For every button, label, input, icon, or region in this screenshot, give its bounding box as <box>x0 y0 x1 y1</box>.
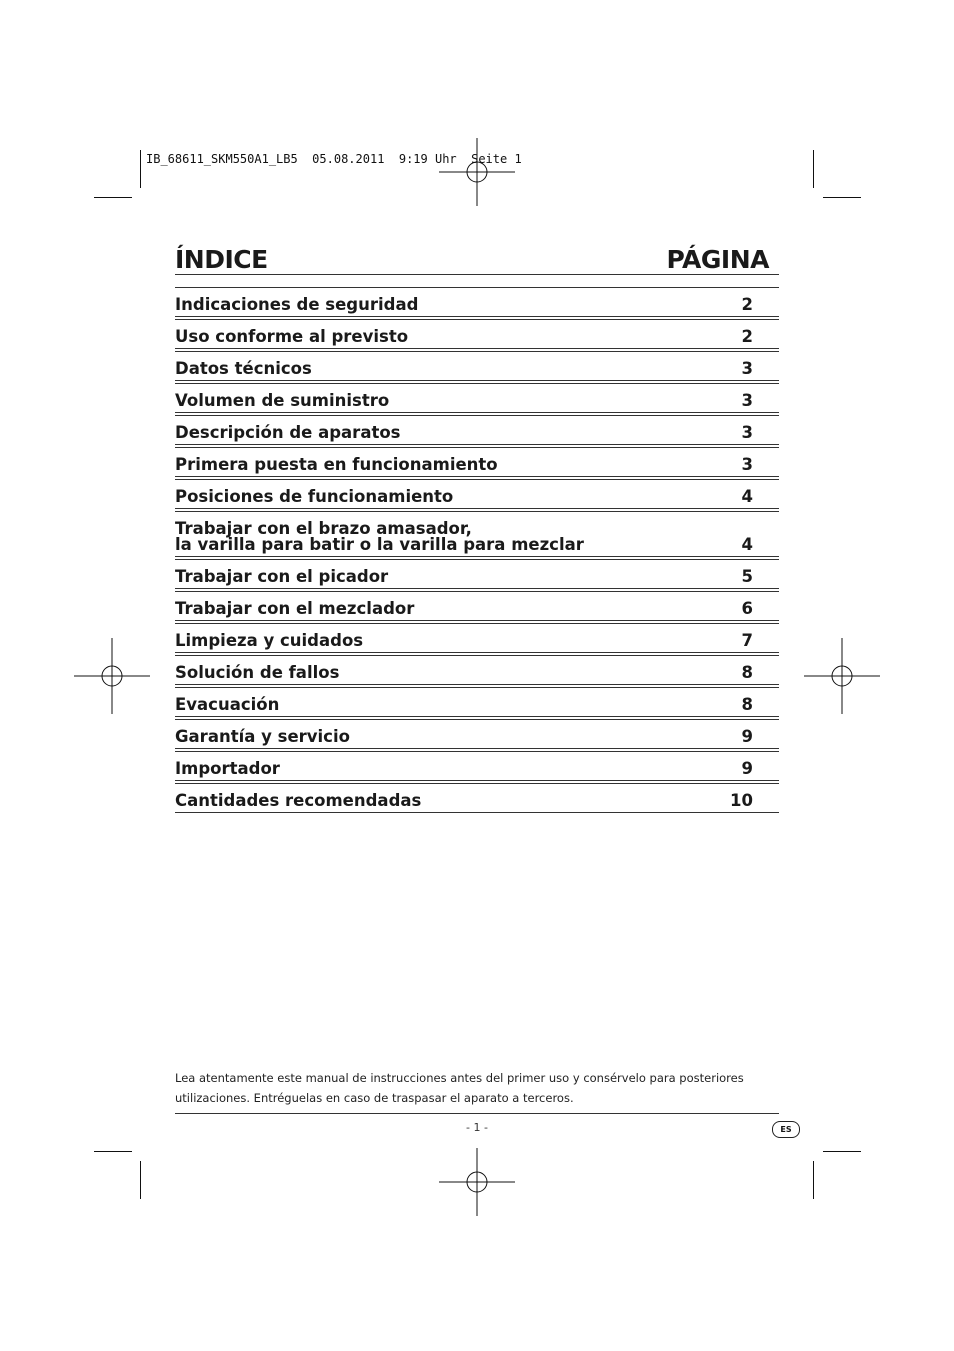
toc-entry-page: 4 <box>741 487 753 506</box>
footnote-text: Lea atentamente este manual de instrucciones antes del primer uso y consérvelo para posteriores utilizaciones. Entréguelas en caso de traspasar el aparato a terceros. <box>175 1071 744 1105</box>
crop-mark <box>140 150 141 188</box>
page-number: - 1 - <box>466 1121 488 1134</box>
toc-page-heading: PÁGINA <box>666 245 769 274</box>
toc-entry[interactable] <box>175 719 779 749</box>
registration-mark-icon <box>74 638 150 714</box>
toc-entry-title: Cantidades recomendadas <box>175 791 422 810</box>
toc-entry[interactable] <box>175 655 779 685</box>
toc-header <box>175 244 779 275</box>
toc-entry-title: Evacuación <box>175 695 280 714</box>
toc-entry-title: Trabajar con el picador <box>175 567 389 586</box>
toc-entry[interactable] <box>175 559 779 589</box>
crop-mark <box>813 1161 814 1199</box>
toc-entry[interactable] <box>175 383 779 413</box>
toc-entry-title: Primera puesta en funcionamiento <box>175 455 498 474</box>
toc-entry[interactable] <box>175 751 779 781</box>
toc-entry-title: Indicaciones de seguridad <box>175 295 419 314</box>
registration-mark-icon <box>439 1144 515 1220</box>
toc-entry-page: 5 <box>741 567 753 586</box>
registration-mark-icon <box>804 638 880 714</box>
crop-mark <box>94 1151 132 1152</box>
crop-mark <box>823 197 861 198</box>
toc-entry-page: 2 <box>741 327 753 346</box>
toc-entry-page: 9 <box>741 727 753 746</box>
toc-entry-title: Posiciones de funcionamiento <box>175 487 454 506</box>
toc-entry[interactable] <box>175 319 779 349</box>
toc-entry[interactable] <box>175 479 779 509</box>
print-slug: IB_68611_SKM550A1_LB5 05.08.2011 9:19 Uhr Seite 1 <box>146 152 522 166</box>
toc-entry-page: 3 <box>741 391 753 410</box>
toc-entry[interactable] <box>175 415 779 445</box>
toc-entry[interactable] <box>175 591 779 621</box>
toc-entry-page: 3 <box>741 359 753 378</box>
toc-entry-title: Trabajar con el mezclador <box>175 599 415 618</box>
language-badge: ES <box>772 1121 800 1138</box>
toc-entry[interactable] <box>175 351 779 381</box>
toc-entry-page: 10 <box>730 791 753 810</box>
toc-list <box>175 287 779 813</box>
toc-entry-title: Descripción de aparatos <box>175 423 401 442</box>
registration-mark-icon <box>439 134 515 210</box>
toc-entry-title: Limpieza y cuidados <box>175 631 364 650</box>
toc-entry-title: Importador <box>175 759 280 778</box>
toc-entry-title: Trabajar con el brazo amasador, la varilla para batir o la varilla para mezclar <box>175 519 584 554</box>
toc-entry-title: Uso conforme al previsto <box>175 327 409 346</box>
toc-entry-page: 3 <box>741 455 753 474</box>
toc-entry-title: Datos técnicos <box>175 359 312 378</box>
table-of-contents <box>175 244 779 815</box>
crop-mark <box>94 197 132 198</box>
toc-title: ÍNDICE <box>175 245 268 274</box>
toc-entry-page: 6 <box>741 599 753 618</box>
toc-entry-page: 9 <box>741 759 753 778</box>
toc-entry[interactable] <box>175 687 779 717</box>
toc-entry[interactable] <box>175 447 779 477</box>
toc-entry-page: 8 <box>741 695 753 714</box>
toc-entry[interactable] <box>175 511 779 557</box>
toc-entry-page: 4 <box>741 535 753 554</box>
toc-entry-title: Garantía y servicio <box>175 727 350 746</box>
toc-entry[interactable] <box>175 783 779 813</box>
toc-entry-page: 2 <box>741 295 753 314</box>
crop-mark <box>813 150 814 188</box>
toc-entry-title: Volumen de suministro <box>175 391 390 410</box>
toc-entry-page: 7 <box>741 631 753 650</box>
toc-entry[interactable] <box>175 287 779 317</box>
toc-entry-title: Solución de fallos <box>175 663 340 682</box>
toc-entry[interactable] <box>175 623 779 653</box>
crop-mark <box>140 1161 141 1199</box>
toc-entry-page: 8 <box>741 663 753 682</box>
crop-mark <box>823 1151 861 1152</box>
footer-divider <box>175 1113 779 1114</box>
toc-entry-page: 3 <box>741 423 753 442</box>
